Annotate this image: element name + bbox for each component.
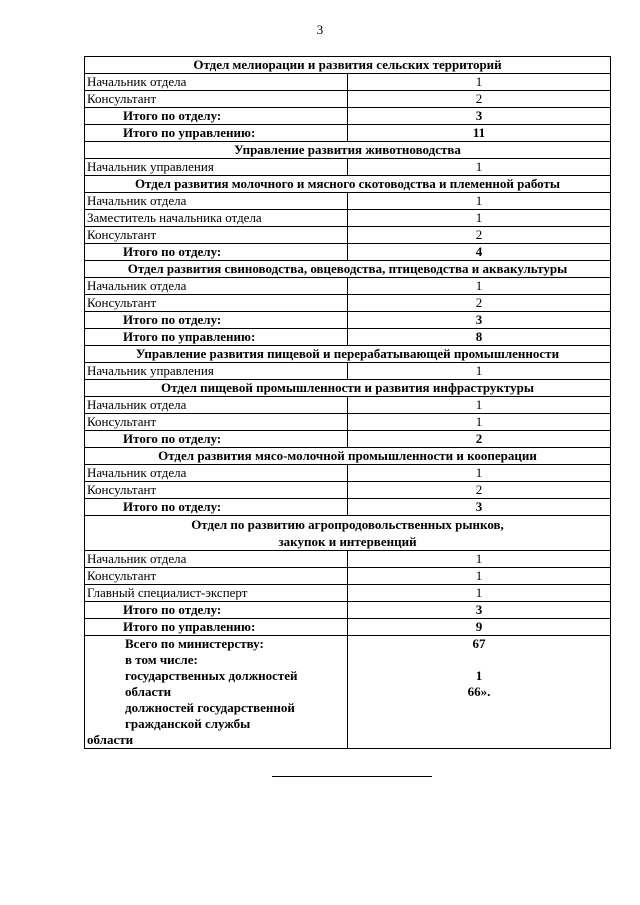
total-row bbox=[85, 602, 611, 619]
section-header-row bbox=[85, 346, 611, 363]
position-row bbox=[85, 278, 611, 295]
position-count: 2 bbox=[348, 91, 611, 108]
position-row bbox=[85, 227, 611, 244]
summary-state-positions-label: государственных должностей области bbox=[125, 668, 298, 699]
summary-total-label: Всего по министерству: bbox=[125, 636, 264, 651]
summary-civil-service-label-cont: области bbox=[87, 732, 134, 747]
position-name: Начальник отдела bbox=[85, 74, 348, 91]
position-count: 1 bbox=[348, 465, 611, 482]
position-row bbox=[85, 551, 611, 568]
total-label: Итого по отделу: bbox=[85, 602, 348, 619]
total-count: 8 bbox=[348, 329, 611, 346]
position-count: 2 bbox=[348, 227, 611, 244]
position-count: 1 bbox=[348, 363, 611, 380]
position-name: Консультант bbox=[85, 227, 348, 244]
section-header: Отдел мелиорации и развития сельских территорий bbox=[85, 57, 611, 74]
position-row bbox=[85, 295, 611, 312]
position-row bbox=[85, 482, 611, 499]
position-name: Начальник отдела bbox=[85, 278, 348, 295]
position-count: 1 bbox=[348, 159, 611, 176]
position-count: 1 bbox=[348, 414, 611, 431]
footer-rule bbox=[272, 776, 432, 777]
position-name: Главный специалист-эксперт bbox=[85, 585, 348, 602]
total-count: 3 bbox=[348, 602, 611, 619]
summary-labels bbox=[85, 636, 348, 749]
section-header-line: Отдел по развитию агропродовольственных рынков, bbox=[191, 517, 504, 532]
position-name: Начальник отдела bbox=[85, 465, 348, 482]
position-row bbox=[85, 568, 611, 585]
total-label: Итого по отделу: bbox=[85, 499, 348, 516]
total-row bbox=[85, 244, 611, 261]
section-header: Управление развития животноводства bbox=[85, 142, 611, 159]
section-header: Отдел развития молочного и мясного скотоводства и племенной работы bbox=[85, 176, 611, 193]
section-header-row bbox=[85, 57, 611, 74]
position-row bbox=[85, 74, 611, 91]
position-row bbox=[85, 210, 611, 227]
summary-total-count: 67 bbox=[472, 636, 486, 651]
total-row bbox=[85, 125, 611, 142]
position-count: 1 bbox=[348, 210, 611, 227]
total-label: Итого по отделу: bbox=[85, 108, 348, 125]
section-header: Отдел развития мясо-молочной промышленности и кооперации bbox=[85, 448, 611, 465]
page-number: 3 bbox=[316, 22, 324, 37]
position-name: Консультант bbox=[85, 568, 348, 585]
position-row bbox=[85, 159, 611, 176]
total-label: Итого по управлению: bbox=[85, 619, 348, 636]
position-count: 2 bbox=[348, 295, 611, 312]
total-row bbox=[85, 431, 611, 448]
position-name: Консультант bbox=[85, 91, 348, 108]
position-name: Начальник отдела bbox=[85, 551, 348, 568]
total-row bbox=[85, 619, 611, 636]
position-count: 1 bbox=[348, 568, 611, 585]
position-count: 1 bbox=[348, 74, 611, 91]
summary-row bbox=[85, 636, 611, 749]
position-row bbox=[85, 397, 611, 414]
section-header: Отдел пищевой промышленности и развития инфраструктуры bbox=[85, 380, 611, 397]
section-header-row bbox=[85, 516, 611, 551]
position-row bbox=[85, 193, 611, 210]
position-name: Начальник отдела bbox=[85, 397, 348, 414]
staffing-table bbox=[84, 56, 611, 749]
summary-civil-service-count: 66». bbox=[467, 684, 491, 699]
summary-state-positions-count: 1 bbox=[475, 668, 483, 683]
position-count: 1 bbox=[348, 551, 611, 568]
total-count: 9 bbox=[348, 619, 611, 636]
position-row bbox=[85, 363, 611, 380]
total-label: Итого по отделу: bbox=[85, 431, 348, 448]
position-name: Начальник отдела bbox=[85, 193, 348, 210]
position-row bbox=[85, 465, 611, 482]
total-count: 3 bbox=[348, 312, 611, 329]
section-header: Управление развития пищевой и перерабатывающей промышленности bbox=[85, 346, 611, 363]
total-count: 11 bbox=[348, 125, 611, 142]
section-header: Отдел развития свиноводства, овцеводства, птицеводства и аквакультуры bbox=[85, 261, 611, 278]
total-count: 3 bbox=[348, 108, 611, 125]
section-header-line: закупок и интервенций bbox=[278, 534, 417, 549]
total-label: Итого по отделу: bbox=[85, 312, 348, 329]
total-count: 2 bbox=[348, 431, 611, 448]
section-header bbox=[85, 516, 611, 551]
total-row bbox=[85, 499, 611, 516]
staffing-table-body bbox=[85, 57, 611, 636]
total-row bbox=[85, 329, 611, 346]
total-row bbox=[85, 108, 611, 125]
position-name: Начальник управления bbox=[85, 363, 348, 380]
summary-counts bbox=[348, 636, 611, 749]
position-count: 1 bbox=[348, 585, 611, 602]
position-row bbox=[85, 585, 611, 602]
position-row bbox=[85, 414, 611, 431]
position-count: 2 bbox=[348, 482, 611, 499]
position-name: Консультант bbox=[85, 414, 348, 431]
position-name: Консультант bbox=[85, 295, 348, 312]
section-header-row bbox=[85, 448, 611, 465]
section-header-row bbox=[85, 176, 611, 193]
position-count: 1 bbox=[348, 278, 611, 295]
total-label: Итого по отделу: bbox=[85, 244, 348, 261]
position-count: 1 bbox=[348, 397, 611, 414]
section-header-row bbox=[85, 142, 611, 159]
position-row bbox=[85, 91, 611, 108]
summary-civil-service-label: должностей государственной гражданской службы bbox=[125, 700, 295, 731]
total-row bbox=[85, 312, 611, 329]
total-label: Итого по управлению: bbox=[85, 329, 348, 346]
summary-including-label: в том числе: bbox=[125, 652, 198, 667]
total-count: 4 bbox=[348, 244, 611, 261]
position-name: Начальник управления bbox=[85, 159, 348, 176]
position-count: 1 bbox=[348, 193, 611, 210]
total-count: 3 bbox=[348, 499, 611, 516]
position-name: Консультант bbox=[85, 482, 348, 499]
total-label: Итого по управлению: bbox=[85, 125, 348, 142]
summary-block bbox=[85, 636, 611, 749]
position-name: Заместитель начальника отдела bbox=[85, 210, 348, 227]
section-header-row bbox=[85, 380, 611, 397]
summary-spacer bbox=[350, 652, 608, 668]
section-header-row bbox=[85, 261, 611, 278]
